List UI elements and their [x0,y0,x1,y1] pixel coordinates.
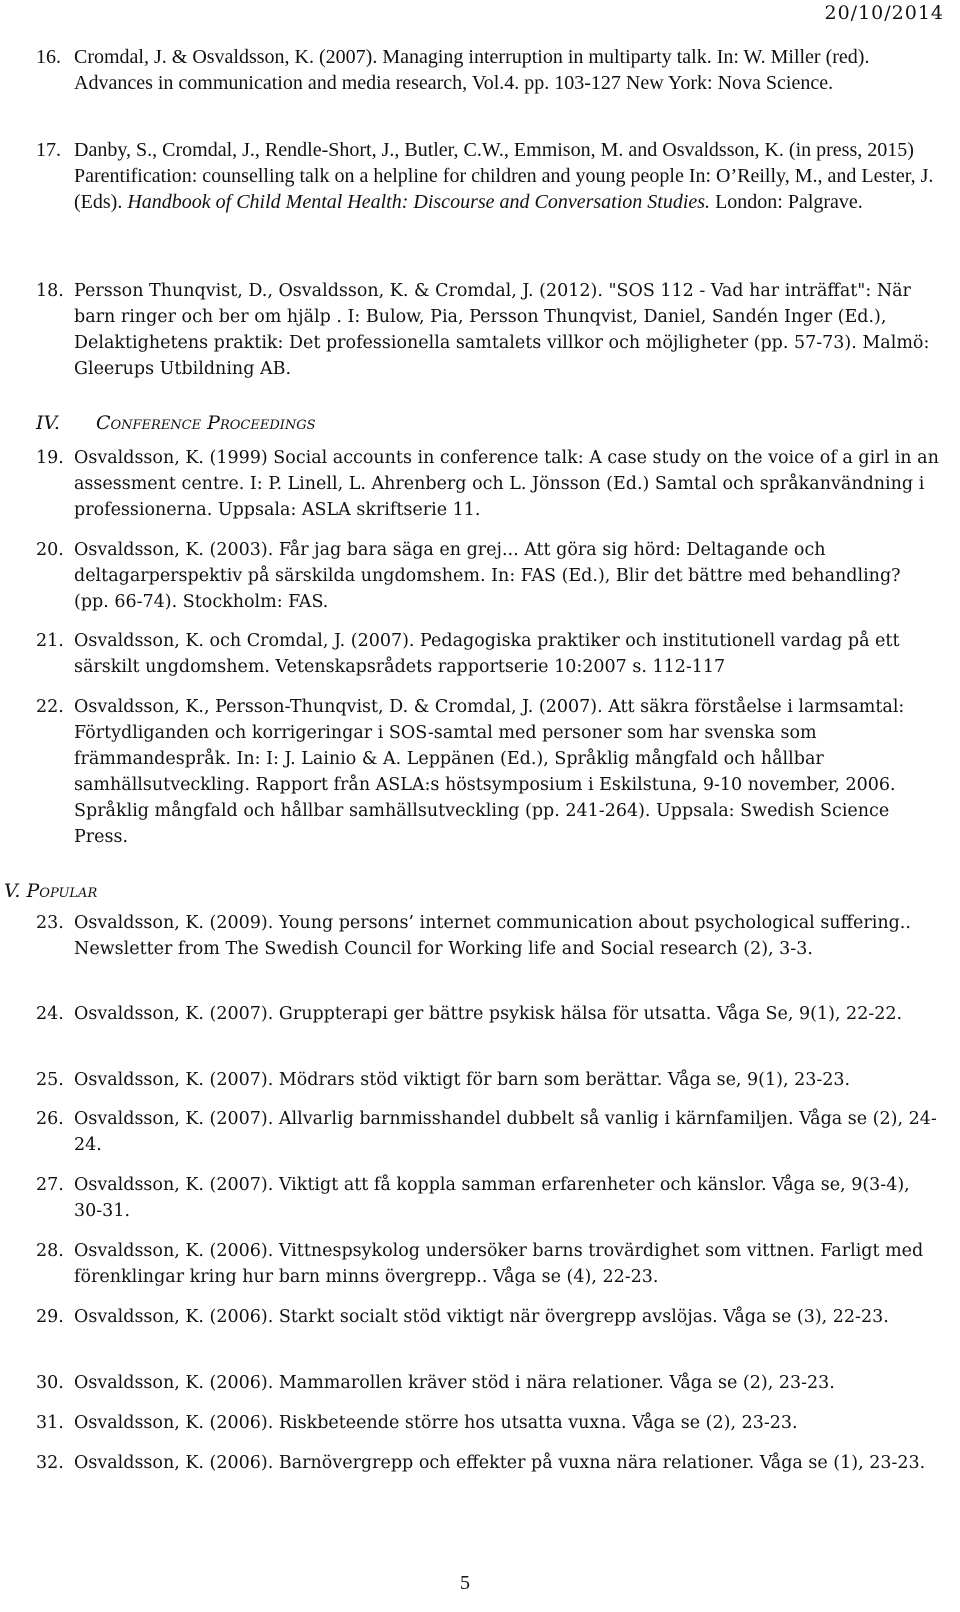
reference-23 [36,910,940,962]
reference-26 [36,1106,940,1158]
reference-24 [36,1001,940,1027]
reference-number: 21. [36,631,64,651]
reference-17 [36,137,940,215]
reference-number: 25. [36,1070,64,1090]
reference-25 [36,1067,940,1093]
reference-19 [36,445,940,523]
header-date: 20/10/2014 [824,2,944,24]
reference-16 [36,44,940,96]
reference-22 [36,694,940,850]
reference-32 [36,1450,940,1476]
reference-number: 30. [36,1373,64,1393]
reference-number: 23. [36,913,64,933]
reference-number: 16. [36,46,61,68]
reference-number: 28. [36,1241,64,1261]
reference-text: Cromdal, J. & Osvaldsson, K. (2007). Managing interruption in multiparty talk. In: W. Miller (red). Advances in communication and media research, Vol.4. pp. 103-127 New York: Nova Science. [74,46,870,94]
section-title: Conference Proceedings [95,412,316,434]
reference-number: 22. [36,697,64,717]
page-number: 5 [460,1572,470,1594]
reference-number: 18. [36,281,64,301]
section-numeral: V. [4,880,21,902]
reference-text: Osvaldsson, K. (1999) Social accounts in conference talk: A case study on the voice of a girl in an assessment centre. I: P. Linell, L. Ahrenberg och L. Jönsson (Ed.) Samtal och språkanvändning i professionerna. Uppsala: ASLA skriftserie 11. [74,448,939,520]
reference-text: Osvaldsson, K. och Cromdal, J. (2007). Pedagogiska praktiker och institutionell vardag på ett särskilt ungdomshem. Vetenskapsrådets rapportserie 10:2007 s. 112-117 [74,631,900,677]
reference-text: Osvaldsson, K. (2006). Mammarollen kräver stöd i nära relationer. Våga se (2), 23-23. [74,1373,835,1393]
reference-31 [36,1410,940,1436]
reference-number: 17. [36,139,61,161]
reference-number: 31. [36,1413,64,1433]
reference-text: Osvaldsson, K. (2006). Barnövergrepp och effekter på vuxna nära relationer. Våga se (1), 23-23. [74,1453,926,1473]
section-heading-conference-proceedings [36,412,316,434]
reference-20 [36,537,940,615]
reference-text: Osvaldsson, K. (2007). Allvarlig barnmisshandel dubbelt så vanlig i kärnfamiljen. Våga se (2), 24-24. [74,1109,937,1155]
reference-30 [36,1370,940,1396]
reference-text: Osvaldsson, K. (2006). Vittnespsykolog undersöker barns trovärdighet som vittnen. Farligt med förenklingar kring hur barn minns övergrepp.. Våga se (4), 22-23. [74,1241,924,1287]
reference-29 [36,1304,940,1330]
reference-text: Osvaldsson, K. (2006). Starkt socialt stöd viktigt när övergrepp avslöjas. Våga se (3), 22-23. [74,1307,889,1327]
reference-number: 32. [36,1453,64,1473]
reference-text: Osvaldsson, K. (2007). Viktigt att få koppla samman erfarenheter och känslor. Våga se, 9(3-4), 30-31. [74,1175,910,1221]
reference-text: Persson Thunqvist, D., Osvaldsson, K. & Cromdal, J. (2012). "SOS 112 - Vad har inträffat": När barn ringer och ber om hjälp . I: Bulow, Pia, Persson Thunqvist, Daniel, Sandén Inger (Ed.), Delaktighetens praktik: Det professionella samtalets villkor och möjligheter (pp. 57-73). Malmö: Gleerups Utbildning AB. [74,281,930,379]
reference-text: Osvaldsson, K. (2006). Riskbeteende större hos utsatta vuxna. Våga se (2), 23-23. [74,1413,798,1433]
reference-number: 19. [36,448,64,468]
reference-28 [36,1238,940,1290]
reference-text-part: London: Palgrave. [710,191,863,213]
reference-number: 27. [36,1175,64,1195]
reference-text [74,137,940,215]
reference-number: 26. [36,1109,64,1129]
reference-text: Osvaldsson, K., Persson-Thunqvist, D. & Cromdal, J. (2007). Att säkra förståelse i larmsamtal: Förtydliganden och korrigeringar i SOS-samtal med personer som har svenska som främmandespråk. In: I: J. Lainio & A. Leppänen (Ed.), Språklig mångfald och hållbar samhällsutveckling. Rapport från ASLA:s höstsymposium i Eskilstuna, 9-10 november, 2006. Språklig mångfald och hållbar samhällsutveckling (pp. 241-264). Uppsala: Swedish Science Press. [74,697,905,847]
section-numeral: IV. [36,412,60,434]
reference-27 [36,1172,940,1224]
section-heading-popular [4,880,97,902]
reference-number: 20. [36,540,64,560]
reference-number: 24. [36,1004,64,1024]
reference-text: Osvaldsson, K. (2009). Young persons’ internet communication about psychological suffering.. Newsletter from The Swedish Council for Working life and Social research (2), 3-3. [74,913,911,959]
reference-book-title: Handbook of Child Mental Health: Discourse and Conversation Studies. [127,191,711,213]
reference-21 [36,628,940,680]
reference-18 [36,278,940,382]
reference-text-part: Danby, S., Cromdal, J., Rendle-Short, J., Butler, C.W., Emmison, M. and Osvaldsson, K. (in press, 2015) Parentification: counselling talk on a helpline for children and young people In: O’Reilly, M., and Lester, J. (Eds). [74,139,934,213]
reference-text: Osvaldsson, K. (2007). Mödrars stöd viktigt för barn som berättar. Våga se, 9(1), 23-23. [74,1070,851,1090]
reference-text: Osvaldsson, K. (2007). Gruppterapi ger bättre psykisk hälsa för utsatta. Våga Se, 9(1), 22-22. [74,1004,903,1024]
section-title: Popular [26,880,98,902]
reference-text: Osvaldsson, K. (2003). Får jag bara säga en grej... Att göra sig hörd: Deltagande och deltagarperspektiv på särskilda ungdomshem. In: FAS (Ed.), Blir det bättre med behandling? (pp. 66-74). Stockholm: FAS. [74,540,901,612]
reference-number: 29. [36,1307,64,1327]
